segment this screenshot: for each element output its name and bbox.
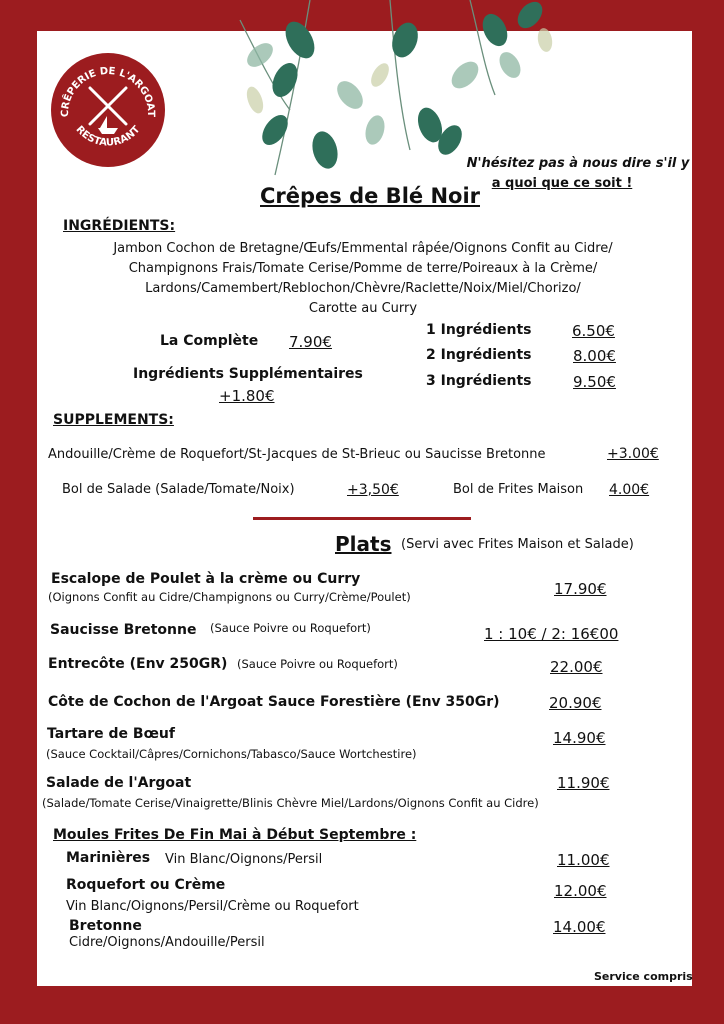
salad-bowl-label: Bol de Salade (Salade/Tomate/Noix)	[62, 482, 295, 497]
extra-ingredients-price: +1.80€	[219, 387, 275, 405]
tier-price: 6.50€	[572, 322, 615, 340]
dish-name: Saucisse Bretonne	[50, 622, 197, 638]
dish-name: Tartare de Bœuf	[47, 726, 175, 742]
moules-name: Marinières	[66, 850, 151, 866]
dish-name: Escalope de Poulet à la crème ou Curry	[51, 571, 361, 587]
moules-heading: Moules Frites De Fin Mai à Début Septembre :	[53, 827, 417, 843]
tier-label: 3 Ingrédients	[426, 373, 532, 389]
ingredients-heading: INGRÉDIENTS:	[63, 218, 176, 234]
dish-price: 14.90€	[553, 729, 606, 747]
ingredients-line: Carotte au Curry	[308, 301, 418, 316]
moules-price: 12.00€	[554, 882, 607, 900]
ingredients-line: Jambon Cochon de Bretagne/Œufs/Emmental râpée/Oignons Confit au Cidre/	[113, 241, 613, 256]
fries-bowl-price: 4.00€	[609, 482, 650, 498]
moules-name: Roquefort ou Crème	[66, 877, 226, 893]
moules-description: Vin Blanc/Oignons/Persil/Crème ou Roquefort	[66, 899, 359, 914]
plats-subtitle: (Servi avec Frites Maison et Salade)	[401, 537, 634, 552]
tier-price: 8.00€	[573, 347, 616, 365]
supplement-price: +3.00€	[607, 446, 659, 462]
service-note: Service compris	[594, 970, 693, 983]
dish-description: (Sauce Poivre ou Roquefort)	[237, 657, 398, 671]
moules-description: Cidre/Oignons/Andouille/Persil	[69, 935, 265, 950]
dish-name: Salade de l'Argoat	[46, 775, 192, 791]
supplements-heading: SUPPLEMENTS:	[53, 412, 174, 428]
restaurant-logo	[50, 52, 166, 168]
extra-ingredients-label: Ingrédients Supplémentaires	[133, 366, 363, 382]
dish-description: (Oignons Confit au Cidre/Champignons ou Curry/Crème/Poulet)	[48, 590, 411, 604]
dish-name: Entrecôte (Env 250GR)	[48, 656, 228, 672]
dish-description: (Salade/Tomate Cerise/Vinaigrette/Blinis Chèvre Miel/Lardons/Oignons Confit au Cidre)	[42, 796, 539, 810]
logo-top-text: CRÊPERIE DE L'ARGOAT	[59, 65, 157, 118]
dish-price: 1 : 10€ / 2: 16€00	[484, 625, 619, 643]
moules-description: Vin Blanc/Oignons/Persil	[165, 852, 323, 867]
tier-label: 1 Ingrédients	[426, 322, 532, 338]
plats-title: Plats	[335, 532, 392, 556]
note-line-1: N'hésitez pas à nous dire s'il y	[466, 156, 690, 171]
dish-description: (Sauce Cocktail/Câpres/Cornichons/Tabasco/Sauce Wortchestire)	[46, 747, 417, 761]
tier-label: 2 Ingrédients	[426, 347, 532, 363]
dish-price: 11.90€	[557, 774, 610, 792]
section-divider	[253, 517, 471, 520]
moules-name: Bretonne	[69, 918, 142, 934]
logo-bottom-text: RESTAURANT	[73, 124, 143, 149]
fries-bowl-label: Bol de Frites Maison	[453, 482, 584, 497]
la-complete-price: 7.90€	[289, 333, 332, 351]
tier-price: 9.50€	[573, 373, 616, 391]
ingredients-line: Lardons/Camembert/Reblochon/Chèvre/Raclette/Noix/Miel/Chorizo/	[145, 281, 581, 296]
note-line-2: a quoi que ce soit !	[491, 176, 633, 191]
dish-price: 17.90€	[554, 580, 607, 598]
moules-price: 11.00€	[557, 851, 610, 869]
salad-bowl-price: +3,50€	[347, 482, 399, 498]
crepes-title: Crêpes de Blé Noir	[260, 184, 480, 208]
dish-name: Côte de Cochon de l'Argoat Sauce Forestière (Env 350Gr)	[48, 694, 500, 710]
supplement-line: Andouille/Crème de Roquefort/St-Jacques de St-Brieuc ou Saucisse Bretonne	[48, 447, 546, 462]
dish-description: (Sauce Poivre ou Roquefort)	[210, 621, 371, 635]
moules-price: 14.00€	[553, 918, 606, 936]
dish-price: 22.00€	[550, 658, 603, 676]
la-complete-label: La Complète	[160, 333, 259, 349]
dish-price: 20.90€	[549, 694, 602, 712]
ingredients-line: Champignons Frais/Tomate Cerise/Pomme de terre/Poireaux à la Crème/	[128, 261, 598, 276]
